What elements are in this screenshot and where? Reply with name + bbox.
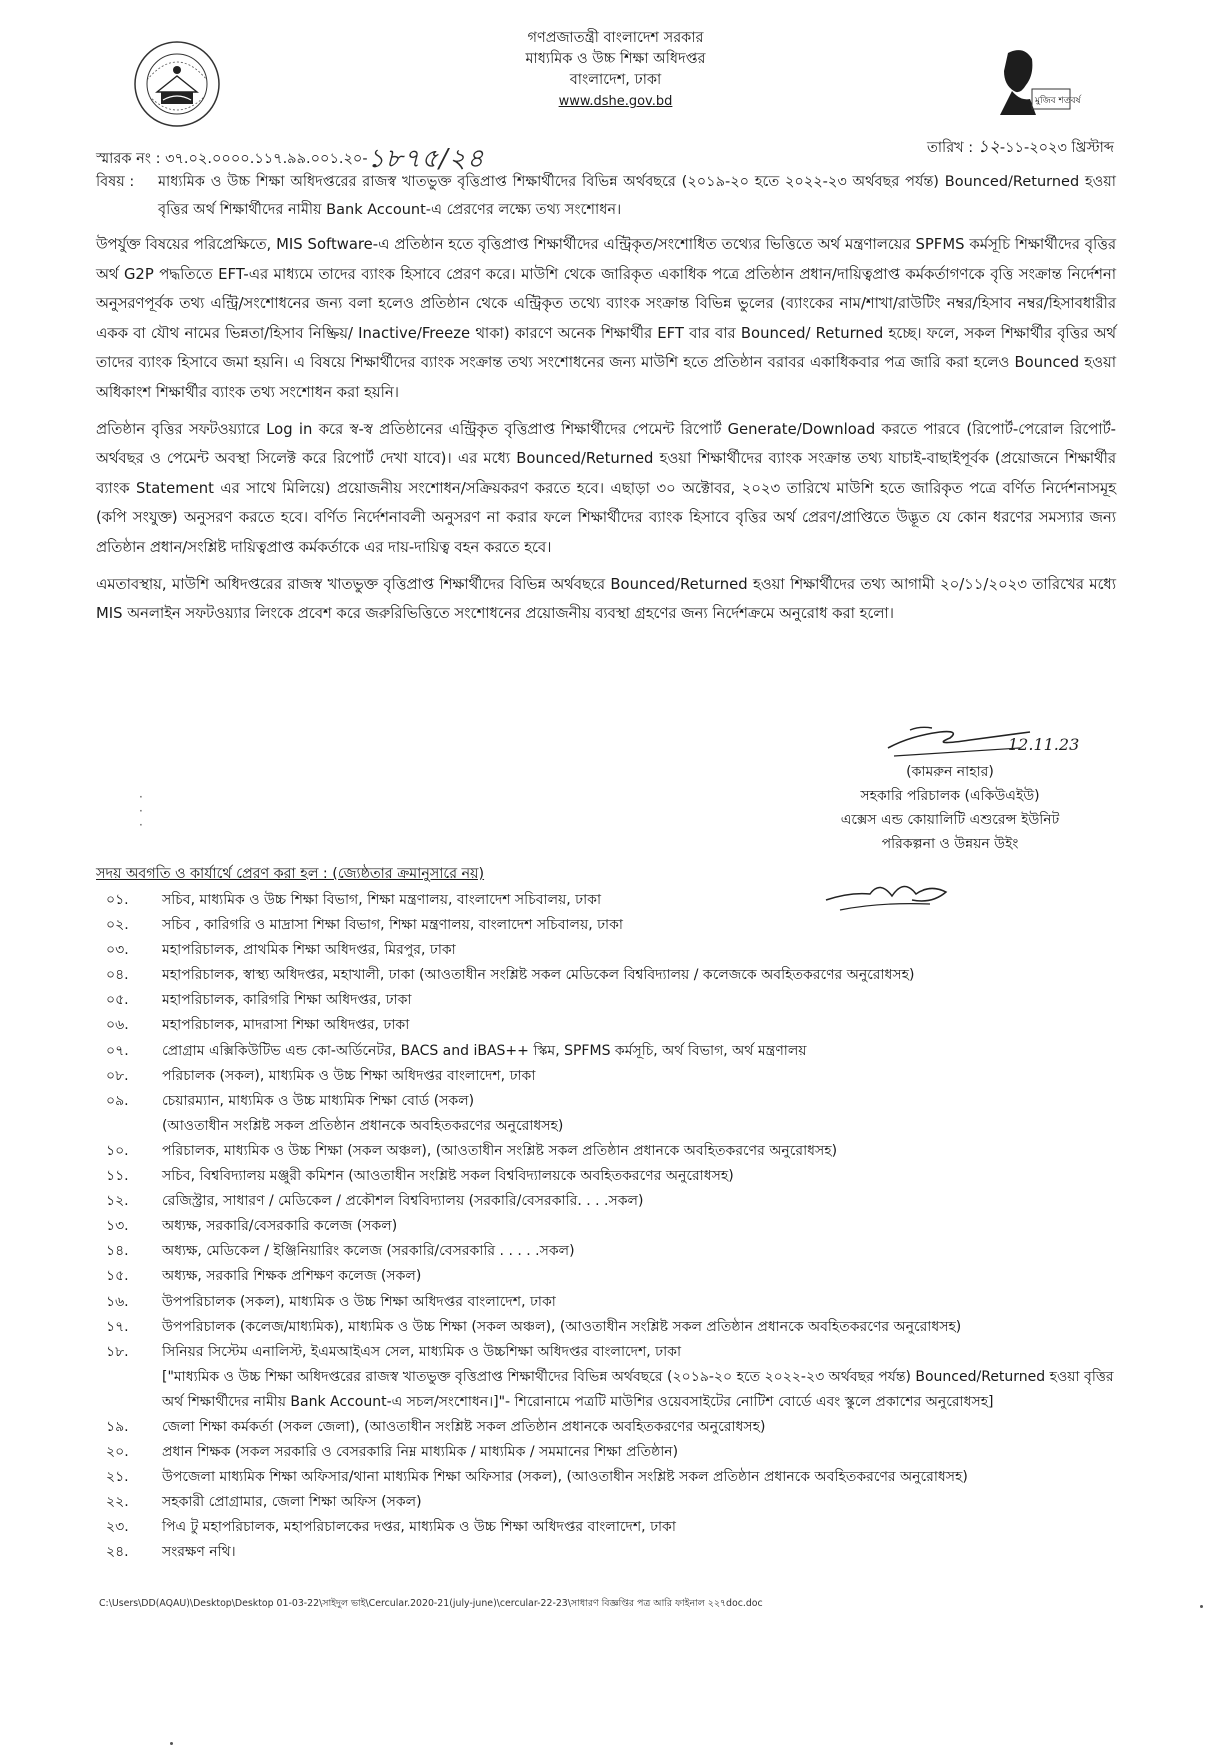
subject-text: মাধ্যমিক ও উচ্চ শিক্ষা অধিদপ্তরের রাজস্ব খাতভুক্ত বৃত্তিপ্রাপ্ত শিক্ষার্থীদের বিভিন্ন অর্থবছরে (২০১৯-২০ হতে ২০২২-২৩ অর্থবছর পর্যন্ত) Bounced/Returned হওয়া বৃত্তির অর্থ শিক্ষার্থীদের নামীয় Bank Account-এ প্রেরণের লক্ষ্যে তথ্য সংশোধন। xyxy=(158,174,1116,218)
right-logo-text: মুজিব শতবর্ষ xyxy=(1035,96,1081,106)
distribution-item: ০২. সচিব , কারিগরি ও মাদ্রাসা শিক্ষা বিভাগ, শিক্ষা মন্ত্রণালয়, বাংলাদেশ সচিবালয়, ঢাকা xyxy=(106,917,623,934)
scan-speck xyxy=(170,1742,173,1745)
signatory-designation: সহকারি পরিচালক (একিউএইউ) xyxy=(860,788,1040,804)
distribution-item: ১২. রেজিস্ট্রার, সাধারণ / মেডিকেল / প্রকৌশল বিশ্ববিদ্যালয় (সরকারি/বেসরকারি. . . .সকল) xyxy=(106,1193,644,1210)
distribution-item: ০৭. প্রোগ্রাম এক্সিকিউটিভ এন্ড কো-অর্ডিনেটর, BACS and iBAS++ স্কিম, SPFMS কর্মসূচি, অর্থ বিভাগ, অর্থ মন্ত্রণালয় xyxy=(106,1042,807,1059)
distribution-item: ১৯. জেলা শিক্ষা কর্মকর্তা (সকল জেলা), (আওতাধীন সংশ্লিষ্ট সকল প্রতিষ্ঠান প্রধানকে অবহিতকরণের অনুরোধসহ) xyxy=(106,1418,766,1435)
distribution-item: ১১. সচিব, বিশ্ববিদ্যালয় মঞ্জুরী কমিশন (আওতাধীন সংশ্লিষ্ট সকল বিশ্ববিদ্যালয়কে অবহিতকরণের অনুরোধসহ) xyxy=(106,1168,734,1185)
scan-speck xyxy=(1200,1605,1203,1608)
signatory-wing: পরিকল্পনা ও উন্নয়ন উইং xyxy=(881,836,1019,852)
distribution-item: ১৭. উপপরিচালক (কলেজ/মাধ্যমিক), মাধ্যমিক ও উচ্চ শিক্ষা (সকল অঞ্চল), (আওতাধীন সংশ্লিষ্ট সকল প্রতিষ্ঠান প্রধানকে অবহিতকরণের অনুরোধসহ) xyxy=(106,1318,962,1335)
distribution-item: ২৪. সংরক্ষণ নথি। xyxy=(106,1544,236,1561)
date-label: তারিখ : xyxy=(926,140,974,156)
date-handwritten: ১২ xyxy=(977,137,1000,157)
body-paragraph-1: উপর্যুক্ত বিষয়ের পরিপ্রেক্ষিতে, MIS Software-এ প্রতিষ্ঠান হতে বৃত্তিপ্রাপ্ত শিক্ষার্থীদের এন্ট্রিকৃত/সংশোধিত তথ্যের ভিত্তিতে অর্থ মন্ত্রণালয়ের SPFMS কর্মসূচি শিক্ষার্থীদের বৃত্তির অর্থ G2P পদ্ধতিতে EFT-এর মাধ্যমে তাদের ব্যাংক হিসাবে প্রেরণ করে। মাউশি থেকে জারিকৃত একাধিক পত্রে প্রতিষ্ঠান প্রধান/দায়িত্বপ্রাপ্ত কর্মকর্তাগণকে বৃত্তি সংক্রান্ত নির্দেশনা অনুসরণপূর্বক তথ্য এন্ট্রি/সংশোধনের জন্য বলা হলেও প্রতিষ্ঠান থেকে এন্ট্রিকৃত তথ্যে ব্যাংক সংক্রান্ত বিভিন্ন ভুলের (ব্যাংকের নাম/শাখা/রাউটিং নম্বর/হিসাব নম্বর/হিসাবধারীর একক বা যৌথ নামের ভিন্নতা/হিসাব নিষ্ক্রিয়/ Inactive/Freeze থাকা) কারণে অনেক শিক্ষার্থীর EFT বার বার Bounced/ Returned হচ্ছে। ফলে, সকল শিক্ষার্থীর বৃত্তির অর্থ তাদের ব্যাংক হিসাবে জমা হয়নি। এ বিষয়ে শিক্ষার্থীদের ব্যাংক সংক্রান্ত তথ্য সংশোধনের জন্য মাউশি হতে প্রতিষ্ঠান বরাবর একাধিকবার পত্র জারি করা হলেও Bounced হওয়া অধিকাংশ শিক্ষার্থীর ব্যাংক তথ্য সংশোধন করা হয়নি। xyxy=(96,236,1116,401)
distribution-item: ০১. সচিব, মাধ্যমিক ও উচ্চ শিক্ষা বিভাগ, শিক্ষা মন্ত্রণালয়, বাংলাদেশ সচিবালয়, ঢাকা xyxy=(106,892,602,908)
distribution-item: ২৩. পিএ টু মহাপরিচালক, মহাপরিচালকের দপ্তর, মাধ্যমিক ও উচ্চ শিক্ষা অধিদপ্তর বাংলাদেশ, ঢাকা xyxy=(106,1519,676,1536)
distribution-item: ২০. প্রধান শিক্ষক (সকল সরকারি ও বেসরকারি নিম্ন মাধ্যমিক / মাধ্যমিক / সমমানের শিক্ষা প্রতিষ্ঠান) xyxy=(106,1444,679,1461)
memo-date xyxy=(927,134,1114,162)
website-link[interactable]: www.dshe.gov.bd xyxy=(558,94,673,109)
letter-body xyxy=(96,230,1116,636)
distribution-item: ২২. সহকারী প্রোগ্রামার, জেলা শিক্ষা অফিস (সকল) xyxy=(106,1494,422,1511)
memo-row xyxy=(96,126,1114,174)
distribution-list xyxy=(96,888,1126,1566)
distribution-item: ১৬. উপপরিচালক (সকল), মাধ্যমিক ও উচ্চ শিক্ষা অধিদপ্তর বাংলাদেশ, ঢাকা xyxy=(106,1293,556,1310)
distribution-item: ০৯. চেয়ারম্যান, মাধ্যমিক ও উচ্চ মাধ্যমিক শিক্ষা বোর্ড (সকল) (আওতাধীন সংশ্লিষ্ট সকল প্রতিষ্ঠান প্রধানকে অবহিতকরণের অনুরোধসহ) xyxy=(106,1092,564,1134)
body-paragraph-3: এমতাবস্থায়, মাউশি অধিদপ্তরের রাজস্ব খাতভুক্ত বৃত্তিপ্রাপ্ত শিক্ষার্থীদের বিভিন্ন অর্থবছরে Bounced/Returned হওয়া শিক্ষার্থীদের তথ্য আগামী ২০/১১/২০২৩ তারিখের মধ্যে MIS অনলাইন সফটওয়্যার লিংকে প্রবেশ করে জরুরিভিত্তিতে সংশোধনের প্রয়োজনীয় ব্যবস্থা গ্রহণের জন্য নির্দেশক্রমে অনুরোধ করা হলো। xyxy=(96,575,1116,623)
subject-label: বিষয় : xyxy=(96,174,135,190)
signatory-unit: এক্সেস এন্ড কোয়ালিটি এশুরেন্স ইউনিট xyxy=(840,812,1060,828)
subject-block xyxy=(96,168,1116,224)
distribution-item: ০৩. মহাপরিচালক, প্রাথমিক শিক্ষা অধিদপ্তর, মিরপুর, ঢাকা xyxy=(106,942,456,959)
distribution-item: ০৫. মহাপরিচালক, কারিগরি শিক্ষা অধিদপ্তর, ঢাকা xyxy=(106,992,412,1009)
signature-date: 12.11.23 xyxy=(1008,735,1080,754)
distribution-heading: সদয় অবগতি ও কার্যার্থে প্রেরণ করা হল : (জ্যেষ্ঠতার ক্রমানুসারে নয়) xyxy=(96,866,485,882)
govt-name: গণপ্রজাতন্ত্রী বাংলাদেশ সরকার xyxy=(527,30,704,46)
distribution-item: ১৪. অধ্যক্ষ, মেডিকেল / ইঞ্জিনিয়ারিং কলেজ (সরকারি/বেসরকারি . . . . .সকল) xyxy=(106,1243,575,1260)
location: বাংলাদেশ, ঢাকা xyxy=(569,72,662,88)
signature-scribble xyxy=(880,718,1090,766)
distribution-item: ০৮. পরিচালক (সকল), মাধ্যমিক ও উচ্চ শিক্ষা অধিদপ্তর বাংলাদেশ, ঢাকা xyxy=(106,1067,536,1084)
body-paragraph-2: প্রতিষ্ঠান বৃত্তির সফটওয়্যারে Log in করে স্ব-স্ব প্রতিষ্ঠানের এন্ট্রিকৃত বৃত্তিপ্রাপ্ত শিক্ষার্থীদের পেমেন্ট রিপোর্ট Generate/Download করতে পারবে (রিপোর্ট-পেরোল রিপোর্ট-অর্থবছর ও পেমেন্ট অবস্থা সিলেক্ট করে রিপোর্ট দেখা যাবে)। এর মধ্যে Bounced/Returned হওয়া শিক্ষার্থীদের ব্যাংক সংক্রান্ত তথ্য যাচাই-বাছাইপূর্বক (প্রয়োজনে শিক্ষার্থীর ব্যাংক Statement এর সাথে মিলিয়ে) প্রয়োজনীয় সংশোধন/সক্রিয়করণ করতে হবে। এছাড়া ৩০ অক্টোবর, ২০২৩ তারিখে মাউশি হতে জারিকৃত পত্রে বর্ণিত নির্দেশনাসমূহ (কপি সংযুক্ত) অনুসরণ করতে হবে। বর্ণিত নির্দেশনাবলী অনুসরণ না করার ফলে শিক্ষার্থীদের ব্যাংক হিসাবে বৃত্তির অর্থ প্রেরণ/প্রাপ্তিতে উদ্ভূত যে কোন ধরণের সমস্যার জন্য প্রতিষ্ঠান প্রধান/সংশ্লিষ্ট দায়িত্বপ্রাপ্ত কর্মকর্তাকে এর দায়-দায়িত্ব বহন করতে হবে। xyxy=(96,420,1116,556)
signature-block xyxy=(790,760,1110,856)
date-rest: -১১-২০২৩ খ্রিস্টাব্দ xyxy=(999,140,1114,156)
distribution-item: ১৫. অধ্যক্ষ, সরকারি শিক্ষক প্রশিক্ষণ কলেজ (সকল) xyxy=(106,1268,422,1285)
distribution-item: ০৪. মহাপরিচালক, স্বাস্থ্য অধিদপ্তর, মহাখালী, ঢাকা (আওতাধীন সংশ্লিষ্ট সকল মেডিকেল বিশ্ববিদ্যালয় / কলেজকে অবহিতকরণের অনুরোধসহ) xyxy=(106,967,915,984)
distribution-item: ১৩. অধ্যক্ষ, সরকারি/বেসরকারি কলেজ (সকল) xyxy=(106,1218,398,1235)
distribution-item: ১০. পরিচালক, মাধ্যমিক ও উচ্চ শিক্ষা (সকল অঞ্চল), (আওতাধীন সংশ্লিষ্ট সকল প্রতিষ্ঠান প্রধানকে অবহিতকরণের অনুরোধসহ) xyxy=(106,1142,838,1159)
file-path-footer: C:\Users\DD(AQAU)\Desktop\Desktop 01-03-22\সাইদুল ভাই\Cercular.2020-21(july-june)\cercular-22-23\সাধারণ বিজ্ঞপ্তির পত্র আরি ফাইনাল ২২৭doc.doc xyxy=(99,1598,763,1609)
distribution-item: ২১. উপজেলা মাধ্যমিক শিক্ষা অফিসার/থানা মাধ্যমিক শিক্ষা অফিসার (সকল), (আওতাধীন সংশ্লিষ্ট সকল প্রতিষ্ঠান প্রধানকে অবহিতকরণের অনুরোধসহ) xyxy=(106,1469,968,1486)
distribution-item: ০৬. মহাপরিচালক, মাদরাসা শিক্ষা অধিদপ্তর, ঢাকা xyxy=(106,1017,410,1034)
directorate-name: মাধ্যমিক ও উচ্চ শিক্ষা অধিদপ্তর xyxy=(525,51,706,67)
margin-marks: · · · xyxy=(139,790,143,832)
mujib-centenary-logo xyxy=(990,45,1081,117)
signatory-name: (কামরুন নাহার) xyxy=(906,764,994,780)
memo-label: স্মারক নং : ৩৭.০২.০০০০.১১৭.৯৯.০০১.২০- xyxy=(96,151,368,167)
distribution-item: ১৮. সিনিয়র সিস্টেম এনালিস্ট, ইএমআইএস সেল, মাধ্যমিক ও উচ্চশিক্ষা অধিদপ্তর বাংলাদেশ, ঢাকা ["মাধ্যমিক ও উচ্চ শিক্ষা অধিদপ্তরের রাজস্ব খাতভুক্ত বৃত্তিপ্রাপ্ত শিক্ষার্থীদের বিভিন্ন অর্থবছরে (২০১৯-২০ হতে ২০২২-২৩ অর্থবছর পর্যন্ত) Bounced/Returned হওয়া বৃত্তির অর্থ শিক্ষার্থীদের নামীয় Bank Account-এ সচল/সংশোধন।]"- শিরোনামে পত্রটি মাউশির ওয়েবসাইটের নোটিশ বোর্ডে এবং স্কুলে প্রকাশের অনুরোধসহ] xyxy=(106,1343,1114,1410)
memo-handwritten: ১৮৭৫/২৪ xyxy=(367,144,485,174)
